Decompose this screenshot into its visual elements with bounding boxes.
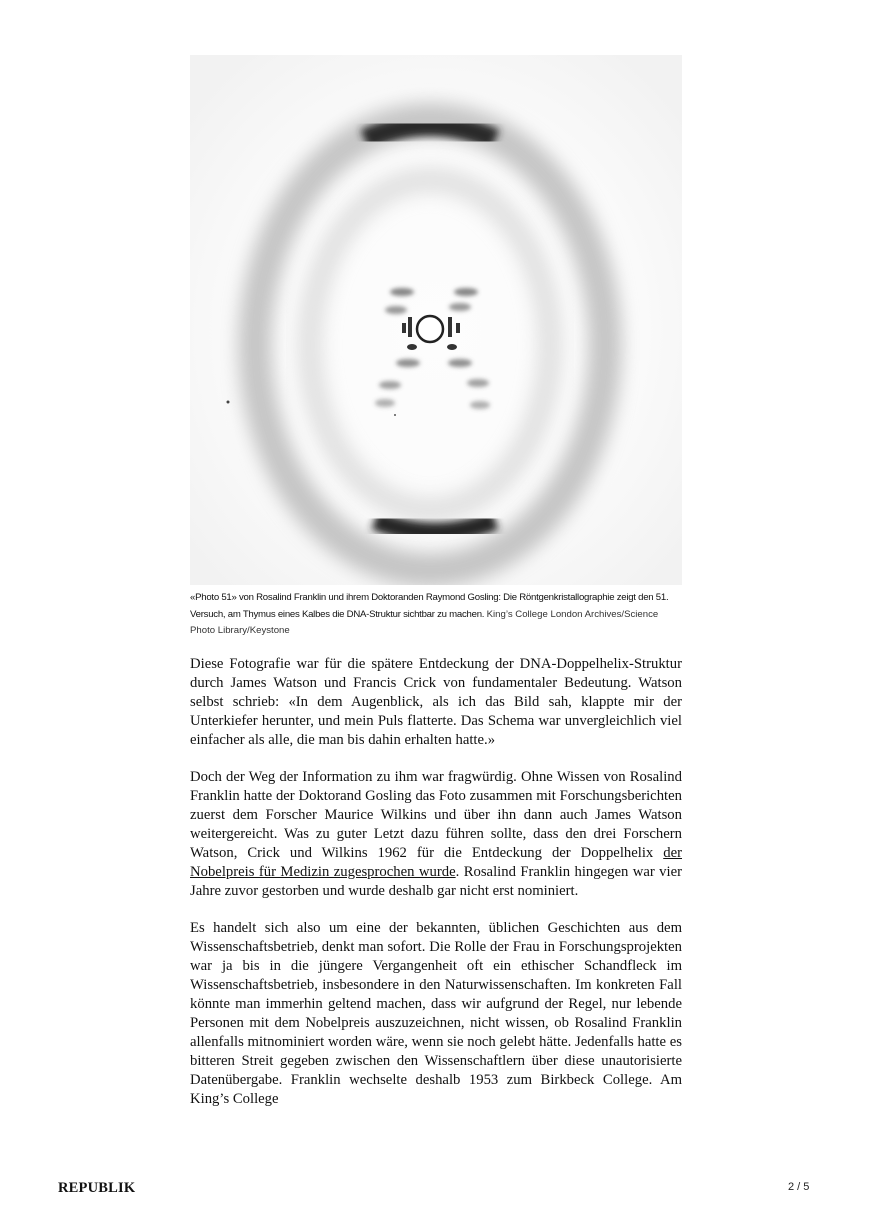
page-number: 2 / 5 xyxy=(788,1181,810,1193)
image-caption xyxy=(190,590,684,640)
caption-text: «Photo 51» von Rosalind Franklin und ihrem Doktoranden Raymond Gosling: Die Röntgenkristallographie zeigt den 51. Versuch, am Thymus eines Kalbes die DNA-Struktur sichtbar zu machen. xyxy=(190,592,669,620)
paragraph-3: Es handelt sich also um eine der bekannten, üblichen Geschichten aus dem Wissenschaftsbetrieb, denkt man sofort. Die Rolle der Frau in Forschungsprojekten war ja bis in die jüngere Vergangenheit oft ein ethischer Schandfleck im Wissenschaftsbetrieb, insbesondere in den Naturwissenschaften. Im konkreten Fall könnte man immerhin geltend machen, dass wir aufgrund der Regel, nur lebende Personen mit dem Nobelpreis auszuzeichnen, nicht wissen, ob Rosalind Franklin allenfalls mitnominiert worden wäre, wenn sie noch gelebt hätte. Jedenfalls hatte es bitteren Streit gegeben zwischen den Wissenschaftlern über diese unautorisierte Datenübergabe. Franklin wechselte deshalb 1953 zum Birkbeck College. Am King’s College xyxy=(190,920,682,1107)
xray-diffraction-pattern xyxy=(190,55,682,585)
paragraph-2-text-end: . Rosalind Franklin hingegen war vier Jahre zuvor gestorben und wurde deshalb gar nicht erst nominiert. xyxy=(190,864,683,899)
article-body xyxy=(190,655,682,1127)
paragraph-2-text-start: Doch der Weg der Information zu ihm war fragwürdig. Ohne Wissen von Rosalind Franklin hatte der Doktorand Gosling das Foto zusammen mit Forschungsberichten zuerst dem Forscher Maurice Wilkins und über ihn dann auch James Watson weitergereicht. Was zu guter Letzt dazu führen sollte, dass den drei Forschern Watson, Crick und Wilkins 1962 für die Entdeckung der Doppelhelix xyxy=(190,769,682,861)
nobel-prize-link[interactable]: der Nobelpreis für Medizin zugesprochen wurde xyxy=(190,845,682,880)
paragraph-1: Diese Fotografie war für die spätere Entdeckung der DNA-Doppelhelix-Struktur durch James Watson und Francis Crick von fundamentaler Bedeutung. Watson selbst schrieb: «In dem Augenblick, als ich das Bild sah, klappte mir der Unterkiefer herunter, und mein Puls flatterte. Das Schema war unvergleichlich viel einfacher als alle, die man bis dahin erhalten hatte.» xyxy=(190,656,682,748)
republik-logo: REPUBLIK xyxy=(58,1180,136,1196)
photo-51-xray-image xyxy=(190,55,682,585)
caption-credit: King’s College London Archives/Science Photo Library/Keystone xyxy=(190,608,659,636)
paragraph-2 xyxy=(190,768,682,901)
